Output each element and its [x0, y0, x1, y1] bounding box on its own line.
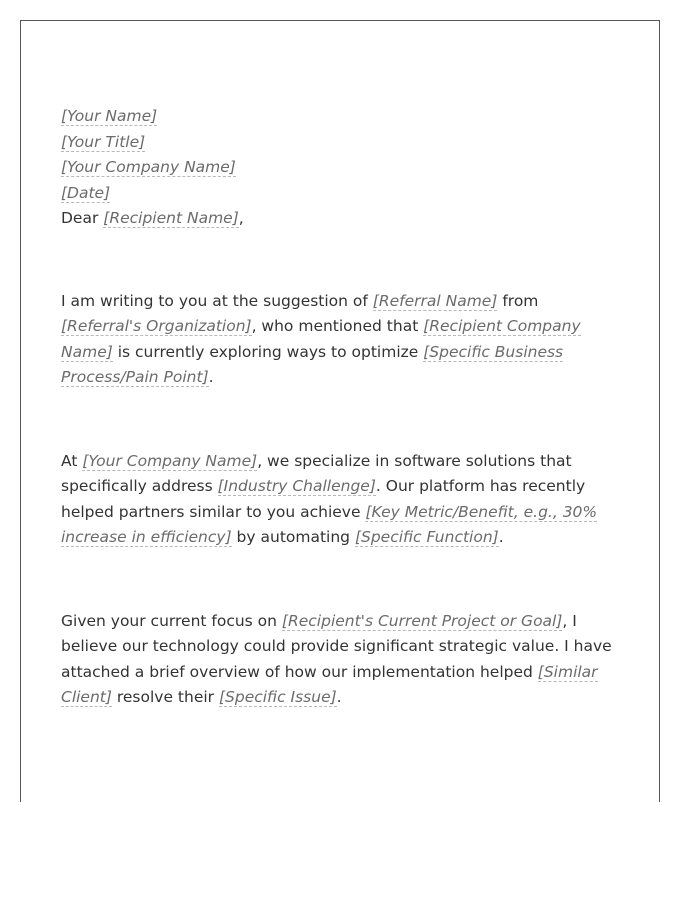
key-metric-placeholder[interactable]: [Key Metric/Benefit, e.g., 30% increase in efficiency] [61, 502, 598, 546]
letter-page [20, 20, 660, 802]
industry-challenge-placeholder[interactable]: [Industry Challenge] [217, 477, 376, 495]
p3-text-4: . [336, 688, 342, 706]
p2-text-3: . Our platform has recently helped partners similar to you achieve [61, 477, 586, 521]
paragraph-company-value [61, 449, 621, 551]
p1-text-4: is currently exploring ways to optimize [112, 342, 424, 361]
recipient-name-placeholder[interactable]: [Recipient Name] [103, 209, 239, 227]
p3-text-1: Given your current focus on [61, 611, 282, 630]
sender-block [61, 104, 621, 206]
p1-text-5: . [208, 368, 214, 386]
recipient-company-placeholder[interactable]: [Recipient Company Name] [61, 317, 581, 361]
p2-text-5: . [498, 528, 504, 546]
salutation [61, 206, 621, 232]
salutation-suffix: , [238, 209, 244, 227]
referral-organization-placeholder[interactable]: [Referral's Organization] [61, 317, 252, 335]
specific-function-placeholder[interactable]: [Specific Function] [354, 528, 499, 546]
p1-text-2: from [497, 291, 539, 310]
p1-text-3: , who mentioned that [251, 317, 424, 335]
your-company-placeholder[interactable]: [Your Company Name] [82, 451, 258, 470]
sender-name-placeholder[interactable]: [Your Name] [61, 107, 158, 125]
p2-text-4: by automating [231, 528, 355, 546]
referral-name-placeholder[interactable]: [Referral Name] [372, 291, 498, 310]
specific-issue-placeholder[interactable]: [Specific Issue] [218, 688, 337, 706]
sender-title-placeholder[interactable]: [Your Title] [61, 132, 146, 151]
p1-text-1: I am writing to you at the suggestion of [61, 291, 373, 310]
p2-text-1: At [61, 451, 83, 470]
sender-company-placeholder[interactable]: [Your Company Name] [61, 158, 236, 176]
date-placeholder[interactable]: [Date] [61, 183, 111, 202]
current-project-placeholder[interactable]: [Recipient's Current Project or Goal] [281, 611, 563, 630]
business-process-placeholder[interactable]: [Specific Business Process/Pain Point] [61, 342, 564, 386]
salutation-prefix: Dear [61, 209, 104, 227]
letter-body [61, 104, 621, 711]
p3-text-3: resolve their [111, 688, 219, 706]
similar-client-placeholder[interactable]: [Similar Client] [61, 662, 598, 706]
paragraph-current-focus [61, 609, 621, 711]
p3-text-2: , I believe our technology could provide significant strategic value. I have attached a brief overview of how our implementation helped [61, 611, 612, 681]
p2-text-2: , we specialize in software solutions that specifically address [61, 451, 572, 495]
paragraph-referral [61, 289, 621, 391]
